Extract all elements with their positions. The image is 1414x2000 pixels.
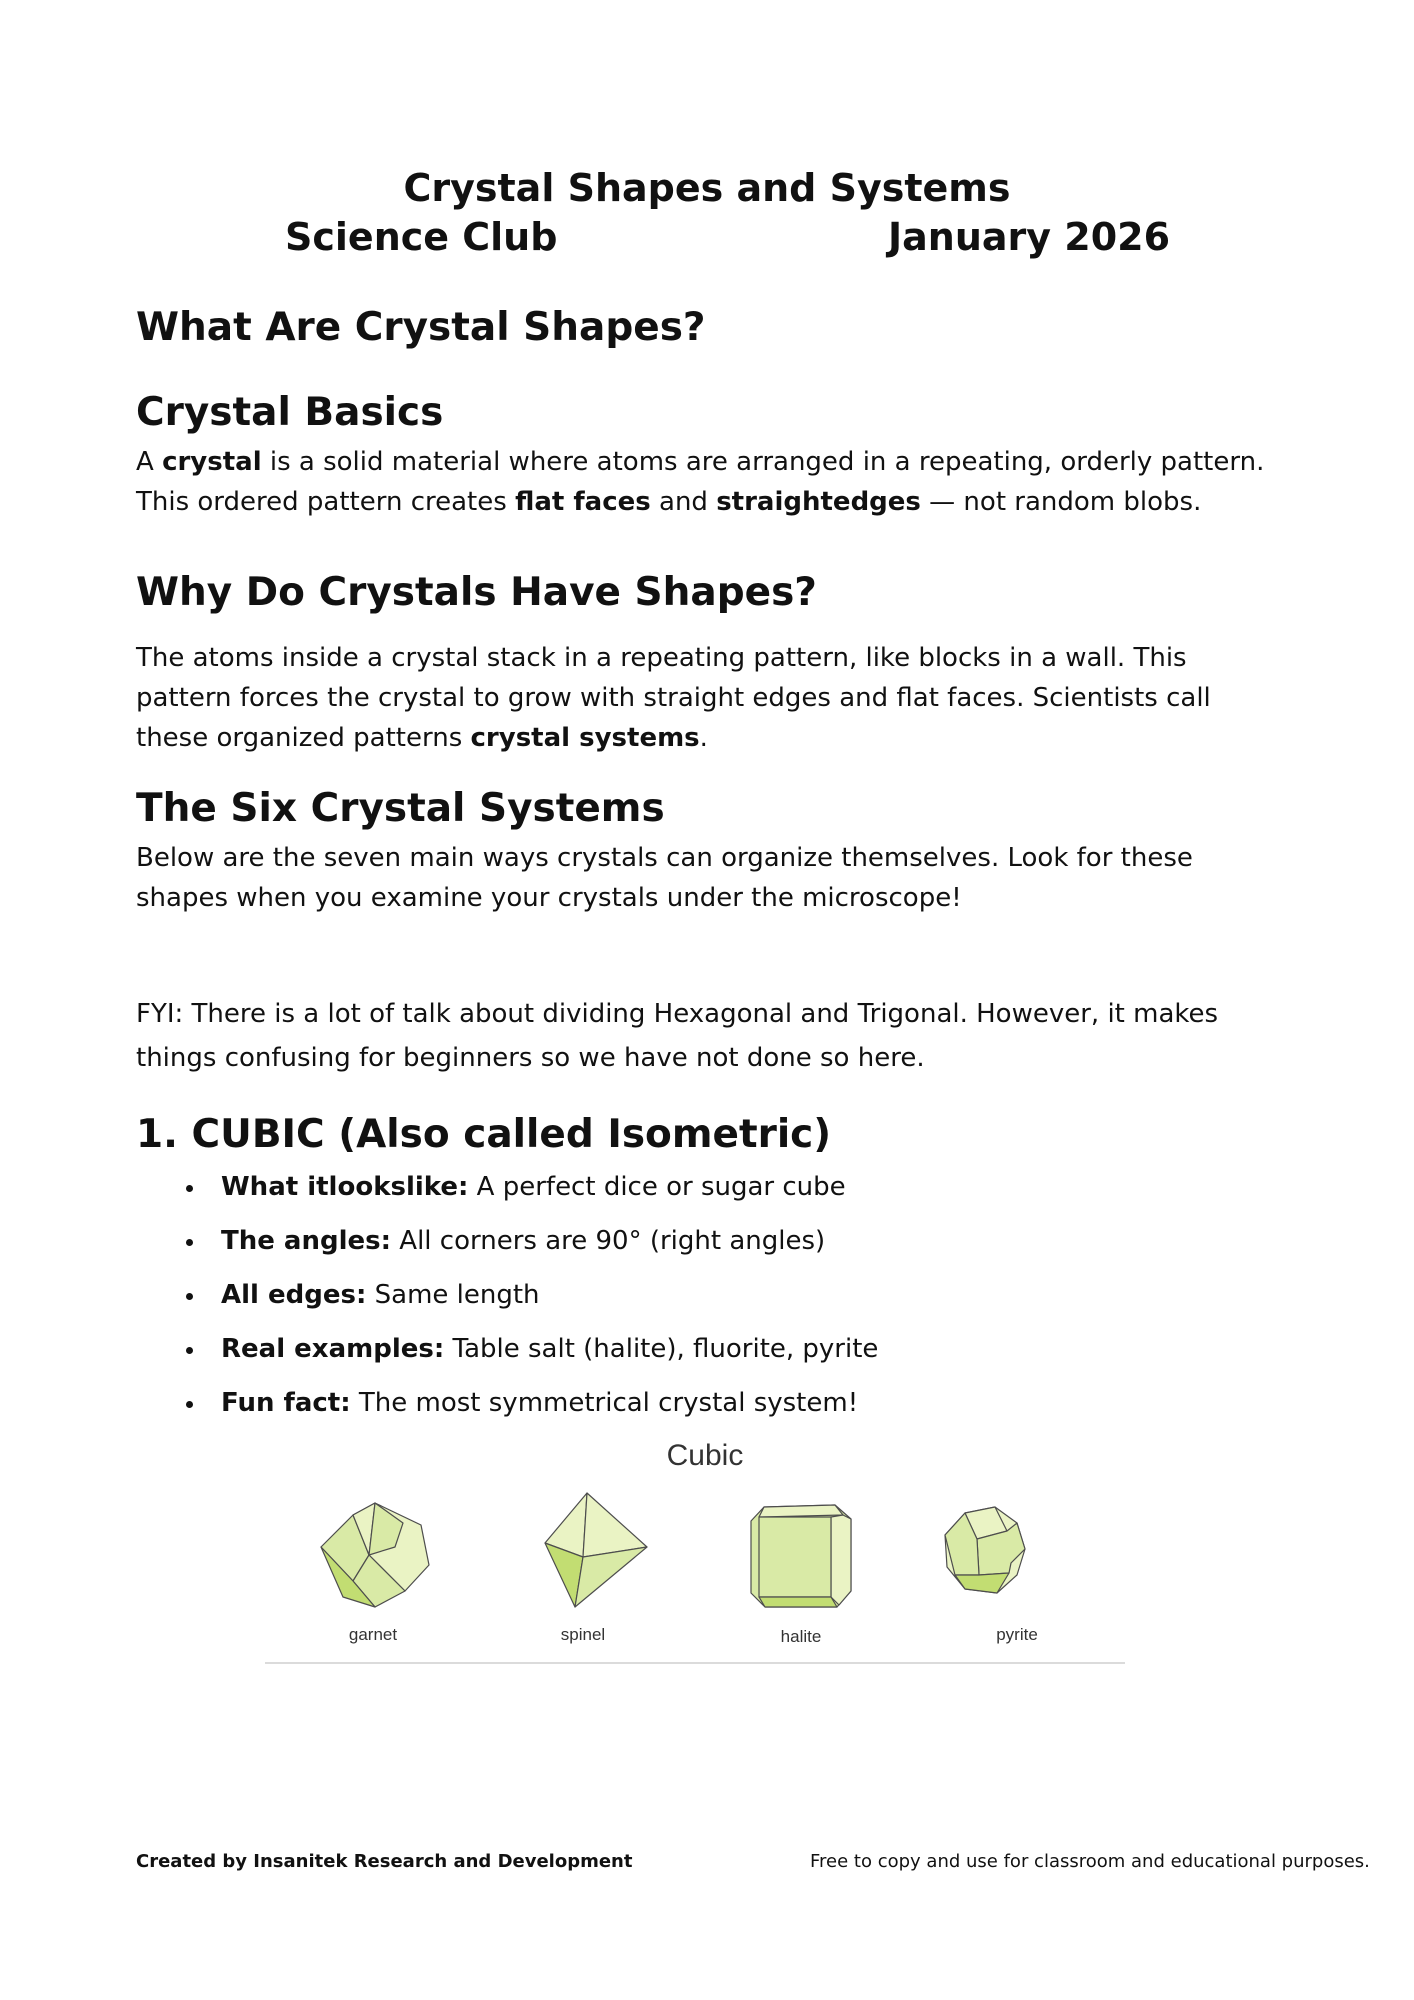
list-item: Real examples: Table salt (halite), fluorite, pyrite <box>186 1329 1286 1369</box>
pyrite-label: pyrite <box>996 1625 1038 1644</box>
list-item: What itlookslike: A perfect dice or sugar cube <box>186 1167 1286 1207</box>
garnet-crystal-icon <box>321 1503 429 1607</box>
heading-six-crystal-systems: The Six Crystal Systems <box>136 786 665 831</box>
term-crystal-systems: crystal systems <box>470 723 700 753</box>
why-shapes-paragraph: The atoms inside a crystal stack in a repeating pattern, like blocks in a wall. This pattern forces the crystal to grow with straight edges and flat faces. Scientists call these organized patterns crystal systems. <box>136 643 1211 753</box>
figure-title: Cubic <box>666 1439 744 1472</box>
six-systems-paragraph: Below are the seven main ways crystals can organize themselves. Look for these shapes when you examine your crystals under the microscope! <box>136 843 1193 913</box>
garnet-label: garnet <box>348 1625 398 1644</box>
cubic-crystals-figure <box>265 1435 1125 1665</box>
heading-cubic: 1. CUBIC (Also called Isometric) <box>136 1112 832 1157</box>
bullet-icon <box>186 1185 193 1192</box>
bullet-icon <box>186 1347 193 1354</box>
heading-what-are-crystal-shapes: What Are Crystal Shapes? <box>136 305 706 350</box>
bullet-icon <box>186 1401 193 1408</box>
cubic-crystals-illustration <box>265 1435 1125 1665</box>
list-item: Fun fact: The most symmetrical crystal system! <box>186 1383 1286 1423</box>
term-crystal: crystal <box>162 447 262 477</box>
fyi-note: FYI: There is a lot of talk about dividing Hexagonal and Trigonal. However, it makes things confusing for beginners so we have not done so here. <box>136 999 1219 1073</box>
spinel-crystal-icon <box>545 1493 647 1607</box>
footer-license: Free to copy and use for classroom and educational purposes. <box>810 1851 1370 1872</box>
halite-label: halite <box>780 1627 822 1646</box>
halite-crystal-icon <box>751 1505 851 1607</box>
crystal-basics-paragraph: A crystal is a solid material where atoms are arranged in a repeating, orderly pattern. This ordered pattern creates flat faces and straightedges — not random blobs. <box>136 447 1265 517</box>
spinel-label: spinel <box>560 1625 606 1644</box>
pyrite-crystal-icon <box>945 1507 1025 1593</box>
bullet-icon <box>186 1293 193 1300</box>
issue-date: January 2026 <box>888 215 1171 259</box>
footer-credit: Created by Insanitek Research and Development <box>136 1851 633 1872</box>
cubic-facts-list <box>186 1167 1286 1437</box>
term-flat-faces: flat faces <box>515 487 651 517</box>
document-title: Crystal Shapes and Systems <box>403 166 1011 210</box>
club-name: Science Club <box>285 215 558 259</box>
term-straightedges: straightedges <box>716 487 921 517</box>
heading-why-shapes: Why Do Crystals Have Shapes? <box>136 570 817 615</box>
list-item: The angles: All corners are 90° (right angles) <box>186 1221 1286 1261</box>
bullet-icon <box>186 1239 193 1246</box>
heading-crystal-basics: Crystal Basics <box>136 390 444 435</box>
list-item: All edges: Same length <box>186 1275 1286 1315</box>
